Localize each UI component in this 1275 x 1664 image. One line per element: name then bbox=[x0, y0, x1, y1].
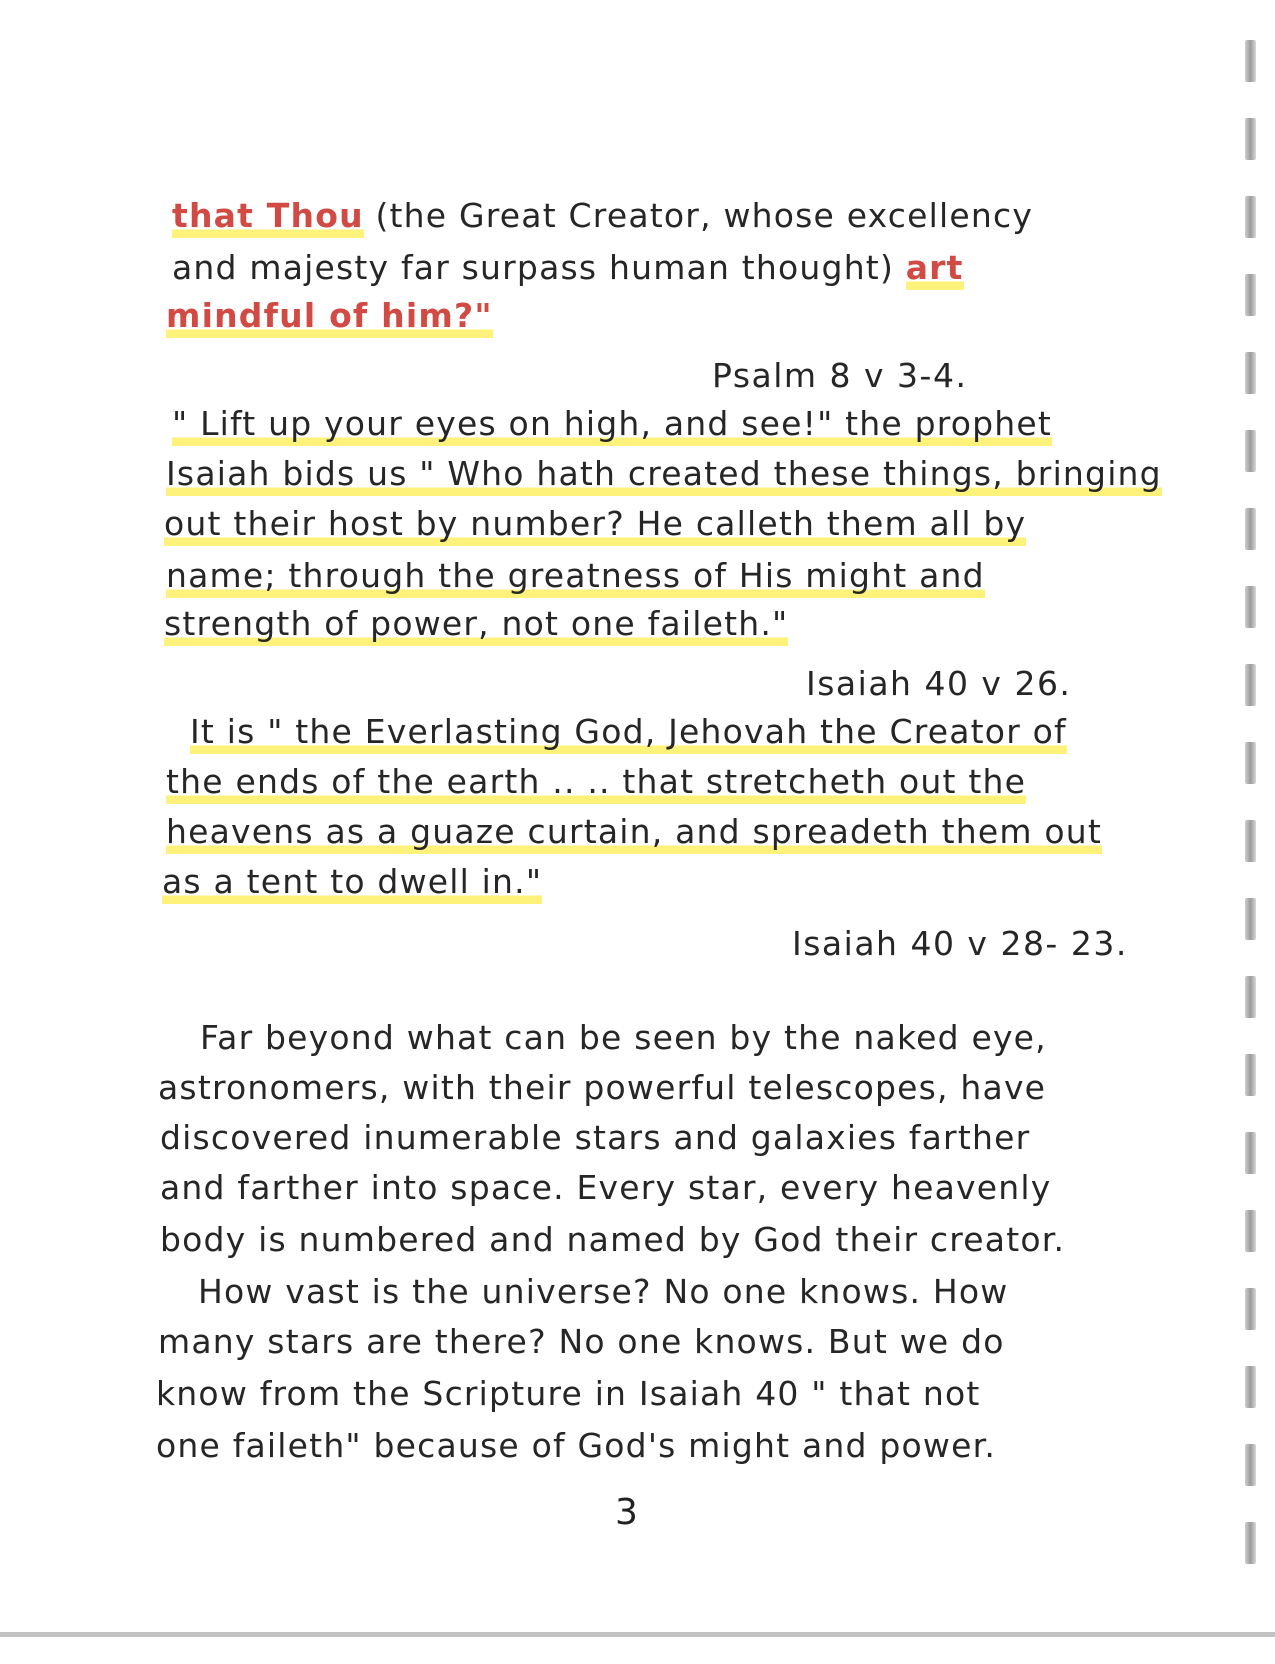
binding-ring bbox=[1245, 352, 1256, 394]
binding-ring bbox=[1245, 742, 1256, 784]
body-line: know from the Scripture in Isaiah 40 " that not bbox=[156, 1374, 981, 1413]
binding-ring bbox=[1245, 898, 1256, 940]
binding-ring bbox=[1245, 586, 1256, 628]
quote3-line-text: the ends of the earth .. .. that stretcheth out the bbox=[166, 762, 1026, 805]
binding-ring bbox=[1245, 664, 1256, 706]
quote1-line3 bbox=[166, 296, 493, 335]
quote3-line bbox=[166, 762, 1026, 801]
reference-isaiah-28: Isaiah 40 v 28- 23. bbox=[792, 924, 1128, 963]
quote1-line2-text: and majesty far surpass human thought) bbox=[172, 248, 906, 287]
body-line: many stars are there? No one knows. But we do bbox=[158, 1322, 1005, 1361]
body-line: body is numbered and named by God their creator. bbox=[160, 1220, 1066, 1259]
binding-ring bbox=[1245, 1366, 1256, 1408]
page-number: 3 bbox=[615, 1492, 638, 1533]
binding-ring bbox=[1245, 1444, 1256, 1486]
binding-ring bbox=[1245, 430, 1256, 472]
binding-ring bbox=[1245, 118, 1256, 160]
quote2-line bbox=[166, 556, 985, 595]
quote2-line bbox=[164, 604, 788, 643]
binding-ring bbox=[1245, 274, 1256, 316]
quote2-line bbox=[166, 454, 1162, 493]
quote3-line-text: It is " the Everlasting God, Jehovah the Creator of bbox=[190, 712, 1067, 755]
body-line: How vast is the universe? No one knows. How bbox=[198, 1272, 1009, 1311]
binding-ring bbox=[1245, 1054, 1256, 1096]
quote2-line bbox=[164, 504, 1026, 543]
body-line: discovered inumerable stars and galaxies farther bbox=[160, 1118, 1031, 1157]
quote2-line-text: " Lift up your eyes on high, and see!" the prophet bbox=[172, 404, 1052, 447]
binding-ring bbox=[1245, 196, 1256, 238]
quote2-line-text: out their host by number? He calleth them all by bbox=[164, 504, 1026, 547]
binding-ring bbox=[1245, 1210, 1256, 1252]
body-line: one faileth" because of God's might and power. bbox=[156, 1426, 997, 1465]
binding-ring bbox=[1245, 820, 1256, 862]
quote2-line-text: Isaiah bids us " Who hath created these things, bringing bbox=[166, 454, 1162, 497]
quote1-line1-text: (the Great Creator, whose excellency bbox=[363, 196, 1034, 235]
reference-psalm: Psalm 8 v 3-4. bbox=[712, 356, 968, 395]
quote3-line-text: heavens as a guaze curtain, and spreadeth them out bbox=[166, 812, 1102, 855]
quote3-line bbox=[190, 712, 1067, 751]
quote2-line-text: name; through the greatness of His might and bbox=[166, 556, 985, 599]
binding-ring bbox=[1245, 40, 1256, 82]
body-line: astronomers, with their powerful telescopes, have bbox=[158, 1068, 1047, 1107]
quote3-line-text: as a tent to dwell in." bbox=[162, 862, 542, 905]
body-line: Far beyond what can be seen by the naked eye, bbox=[200, 1018, 1047, 1057]
binding-ring bbox=[1245, 1522, 1256, 1564]
quote1-line2-red: art bbox=[906, 248, 964, 291]
spiral-binding bbox=[1245, 40, 1259, 1600]
page-bottom-edge bbox=[0, 1632, 1275, 1637]
reference-isaiah-26: Isaiah 40 v 26. bbox=[806, 664, 1072, 703]
quote1-line3-red: mindful of him?" bbox=[166, 296, 493, 339]
quote3-line bbox=[166, 812, 1102, 851]
quote2-line bbox=[172, 404, 1052, 443]
binding-ring bbox=[1245, 976, 1256, 1018]
binding-ring bbox=[1245, 1132, 1256, 1174]
binding-ring bbox=[1245, 1288, 1256, 1330]
quote3-line bbox=[162, 862, 542, 901]
quote1-highlight-red: that Thou bbox=[172, 196, 364, 239]
quote2-line-text: strength of power, not one faileth." bbox=[164, 604, 788, 647]
quote1-line2 bbox=[172, 248, 964, 287]
body-line: and farther into space. Every star, every heavenly bbox=[160, 1168, 1052, 1207]
quote1-line1 bbox=[172, 196, 1033, 235]
binding-ring bbox=[1245, 508, 1256, 550]
